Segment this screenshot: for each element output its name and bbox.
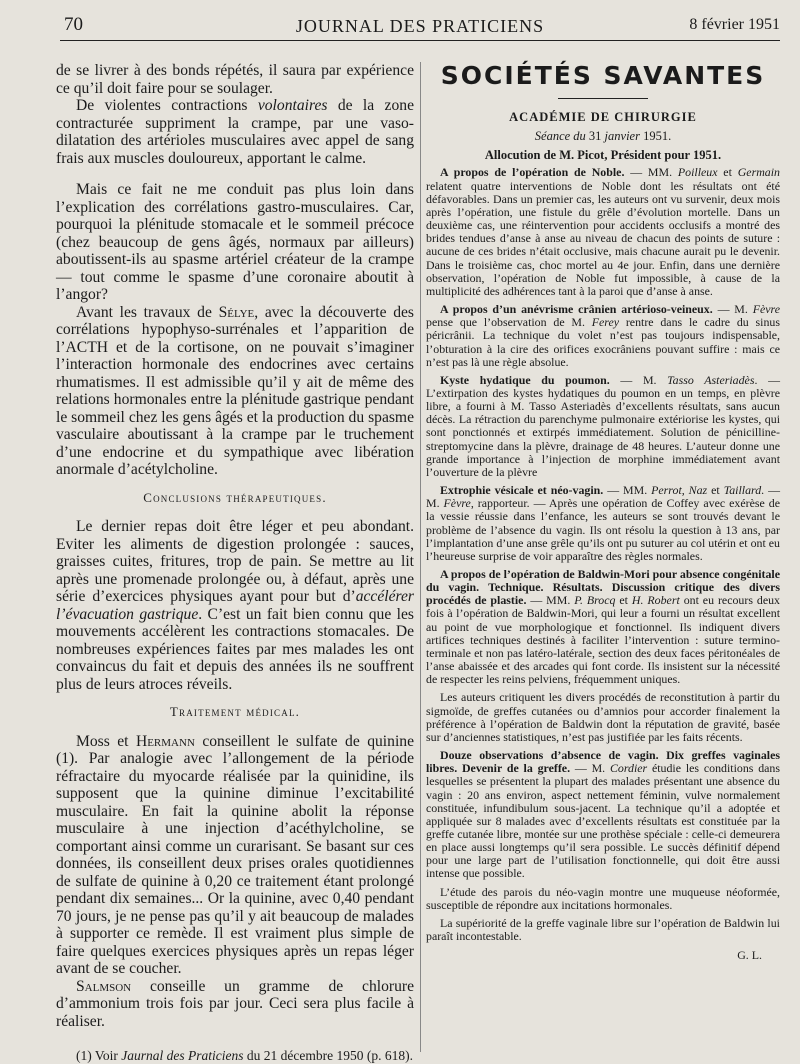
page-number: 70 [64,14,83,35]
column-divider [420,62,421,1052]
section-heading-conclusions: Conclusions thérapeutiques. [143,489,327,505]
signature: G. L. [737,948,762,963]
section-heading-traitement: Traitement médical. [169,704,301,719]
paragraph: Moss et Hermann conseillent le sulfate de quinine (1). Par analogie avec l’allongement de la période réfractaire du myocarde réalisée par la quinidine, ils supposent que la quinine diminue l’excitabilité musculaire. En fait la quinine abolit la réponse musculaire à une injection d’acéthylcholine, se comportant ainsi comme un curarisant. Se basant sur ces données, ils conseillent deux prises orales quotidiennes de sulfate de quinine à 0,20 ce traitement étant prolongé pendant dix semaines... Or la quinine, avec 0,40 pendant 70 jours, je ne pense pas qu’il y ait beaucoup de malades à supporter ce remède. Il est vraiment plus simple de faire quelques exercices physiques après un repas léger avant de se coucher. [56,732,414,977]
allocution-heading: Allocution de M. Picot, Président pour 1951. [484,148,722,163]
paragraph: La supériorité de la greffe vaginale libre sur l’opération de Baldwin lui paraît incontestable. [426,915,780,944]
paragraph: L’étude des parois du néo-vagin montre une muqueuse néoformée, susceptible de répondre aux incitations hormonales. [426,884,780,912]
paragraph: Le dernier repas doit être léger et peu abondant. Eviter les aliments de digestion prolongée : sauces, graisses cuites, fritures, trop de pain. Se mettre au lit après une promenade prolongée ou, à défaut, après une série d’exercices physiques ayant pour but d’accélérer l’évacuation gastrique. C’est un fait bien connu que les mouvements accélèrent les contractions stomacales. De nombreuses expériences faites par mes malades les ont convaincus du fait et depuis des années ils ne souffrent plus de leurs atroces réveils. [56,518,414,693]
paragraph: Mais ce fait ne me conduit pas plus loin dans l’explication des corrélations gastro-musculaires. Car, pourquoi la plénitude stomacale et le sommeil précoce (chez beaucoup de gens âgés, normaux par ailleurs) aboutissent-ils au spasme artériel créateur de la crampe — tout comme le spasme d’une coronaire aboutit à l’angor? [56,181,414,303]
report-entry: A propos d’un anévrisme crânien artérioso-veineux. — M. Fèvre pense que l’observation de M. Ferey rentre dans le cadre du sinus péricrânii. La technique du volet n’est pas toujours indispensable, l’obturation à la cire des orifices exocrâniens pouvant suffire : mais ce n’est pas là une règle absolue. [426,302,780,369]
report-entry: Douze observations d’absence de vagin. Dix greffes vaginales libres. Devenir de la greffe. — M. Cordier étudie les conditions dans lesquelles se présentent la plupart des malades présentant une absence du vagin : 20 ans environ, aspect nettement féminin, vulve normalement constituée, infundibulum sous-jacent. La technique qu’il a adoptée et appliquée sur 8 malades avec d’excellents résultats est constituée par la greffe cutanée libre, montée sur une prothèse spéciale : celle-ci demeurera en place aussi longtemps qu’il sera possible. Le succès définitif dépend pour une large part de l’utilisation fonctionnelle, qui doit être aussi intense que possible. [426,748,780,881]
report-entry: Extrophie vésicale et néo-vagin. — MM. Perrot, Naz et Taillard. — M. Fèvre, rapporteur. — Après une opération de Coffey avec exérèse de la vessie réussie dans l’enfance, les auteurs se sont trouvés devant le problème de l’absence du vagin. Ils ont résolu la question à 13 ans, par l’implantation d’une anse grêle qu’ils ont pu suturer au col utérin et ont eu l’heureuse surprise de voir apparaître des règles normales. [426,483,780,563]
paragraph: Avant les travaux de Sélye, avec la découverte des corrélations hypophyso-surrénales et l’apparition de l’ACTH et de la cortisone, on ne pouvait s’imaginer l’interaction hormonale des endocrines avec certains rhumatismes. Il est admissible qu’il y ait de même des relations hormonales entre la plénitude gastrique pendant le sommeil chez les gens âgés et la production du spasme vasculaire aboutissant à la crampe par le truchement d’une endocrine et du sympathique avec libération anormale d’acétylcholine. [56,303,414,478]
page-header [60,12,780,38]
paragraph: De violentes contractions volontaires de la zone contracturée suppriment la crampe, par une vaso-dilatation des artérioles musculaires avec appel de sang frais aux muscles douloureux, apportant le calme. [56,97,414,167]
paragraph: de se livrer à des bonds répétés, il saura par expérience ce qu’il doit faire pour se soulager. [56,62,414,97]
journal-title: JOURNAL DES PRATICIENS [295,16,545,36]
report-entry: Kyste hydatique du poumon. — M. Tasso Asteriadès. — L’extirpation des kystes hydatiques du poumon en un temps, en plèvre libre, a fourni à M. Tasso Asteriadès d’excellents résultats, sans aucun décès. La rétraction du parenchyme pulmonaire extériorise les kystes, qui sont ponctionnés et extirpés immédiatement. Solution de pénicilline-streptomycine dans la plèvre, drainage de 48 heures. L’auteur donne une grande importance à l’injection de morphine immédiatement avant l’ouverture de la plèvre [426,372,780,479]
banner-rule [558,98,648,99]
session-date: Séance du 31 janvier 1951. [534,129,672,144]
issue-date: 8 février 1951 [689,16,780,33]
paragraph: Salmson conseille un gramme de chlorure d’ammonium trois fois par jour. Ceci sera plus facile à réaliser. [56,977,414,1030]
paragraph: Les auteurs critiquent les divers procédés de reconstitution à partir du sigmoïde, de greffes cutanées ou d’amnios pour accorder finalement la préférence à l’opération de Baldwin dont la réputation de gravité, basée sur d’anciennes statistiques, n’est pas justifiée par les faits récents. [426,690,780,744]
report-entry: A propos de l’opération de Noble. — MM. Poilleux et Germain relatent quatre interventions de Noble dont les résultats ont été défavorables. Dans un premier cas, les auteurs ont vu survenir, deux mois après l’opération, une fistule du grêle d’évolution mortelle. Dans un deuxième cas, une réintervention pour accidents occlusifs a montré des brides tendues d’anse à anse au niveau de chacun des points de suture : aucune de ces brides n’était occlusive, mais chacune aurait pu le devenir. Dans le troisième cas, choc mortel au 4e jour. Enfin, dans une dernière observation, l’opération de Noble fut impossible, à cause de la multiplicité des adhérences tant à la paroi que d’anse à anse. [426,165,780,298]
academy-heading: ACADÉMIE DE CHIRURGIE [509,110,697,124]
footnote: (1) Voir Jaurnal des Praticiens du 21 décembre 1950 (p. 618). [76,1048,413,1063]
left-column [56,62,414,1064]
section-banner: SOCIÉTÉS SAVANTES [440,61,766,90]
report-entry: A propos de l’opération de Baldwin-Mori pour absence congénitale du vagin. Technique. Résultats. Discussion critique des divers procédés de plastie. — MM. P. Brocq et H. Robert ont eu recours deux fois à l’opération de Baldwin-Mori, qui leur a fourni un résultat excellent au point de vue morphologique et fonctionnel. Ils indiquent divers artifices techniques destinés à faciliter l’intervention : suture termino-terminale et non pas latéro-latérale, section des deux faces péritonéales de l’anse abaissée et des arcades qui font corde. Ils insistent sur la nécessité de respecter les reins pelviens, fréquemment uniques. [426,567,780,687]
right-column [426,58,780,962]
header-rule [60,40,780,41]
